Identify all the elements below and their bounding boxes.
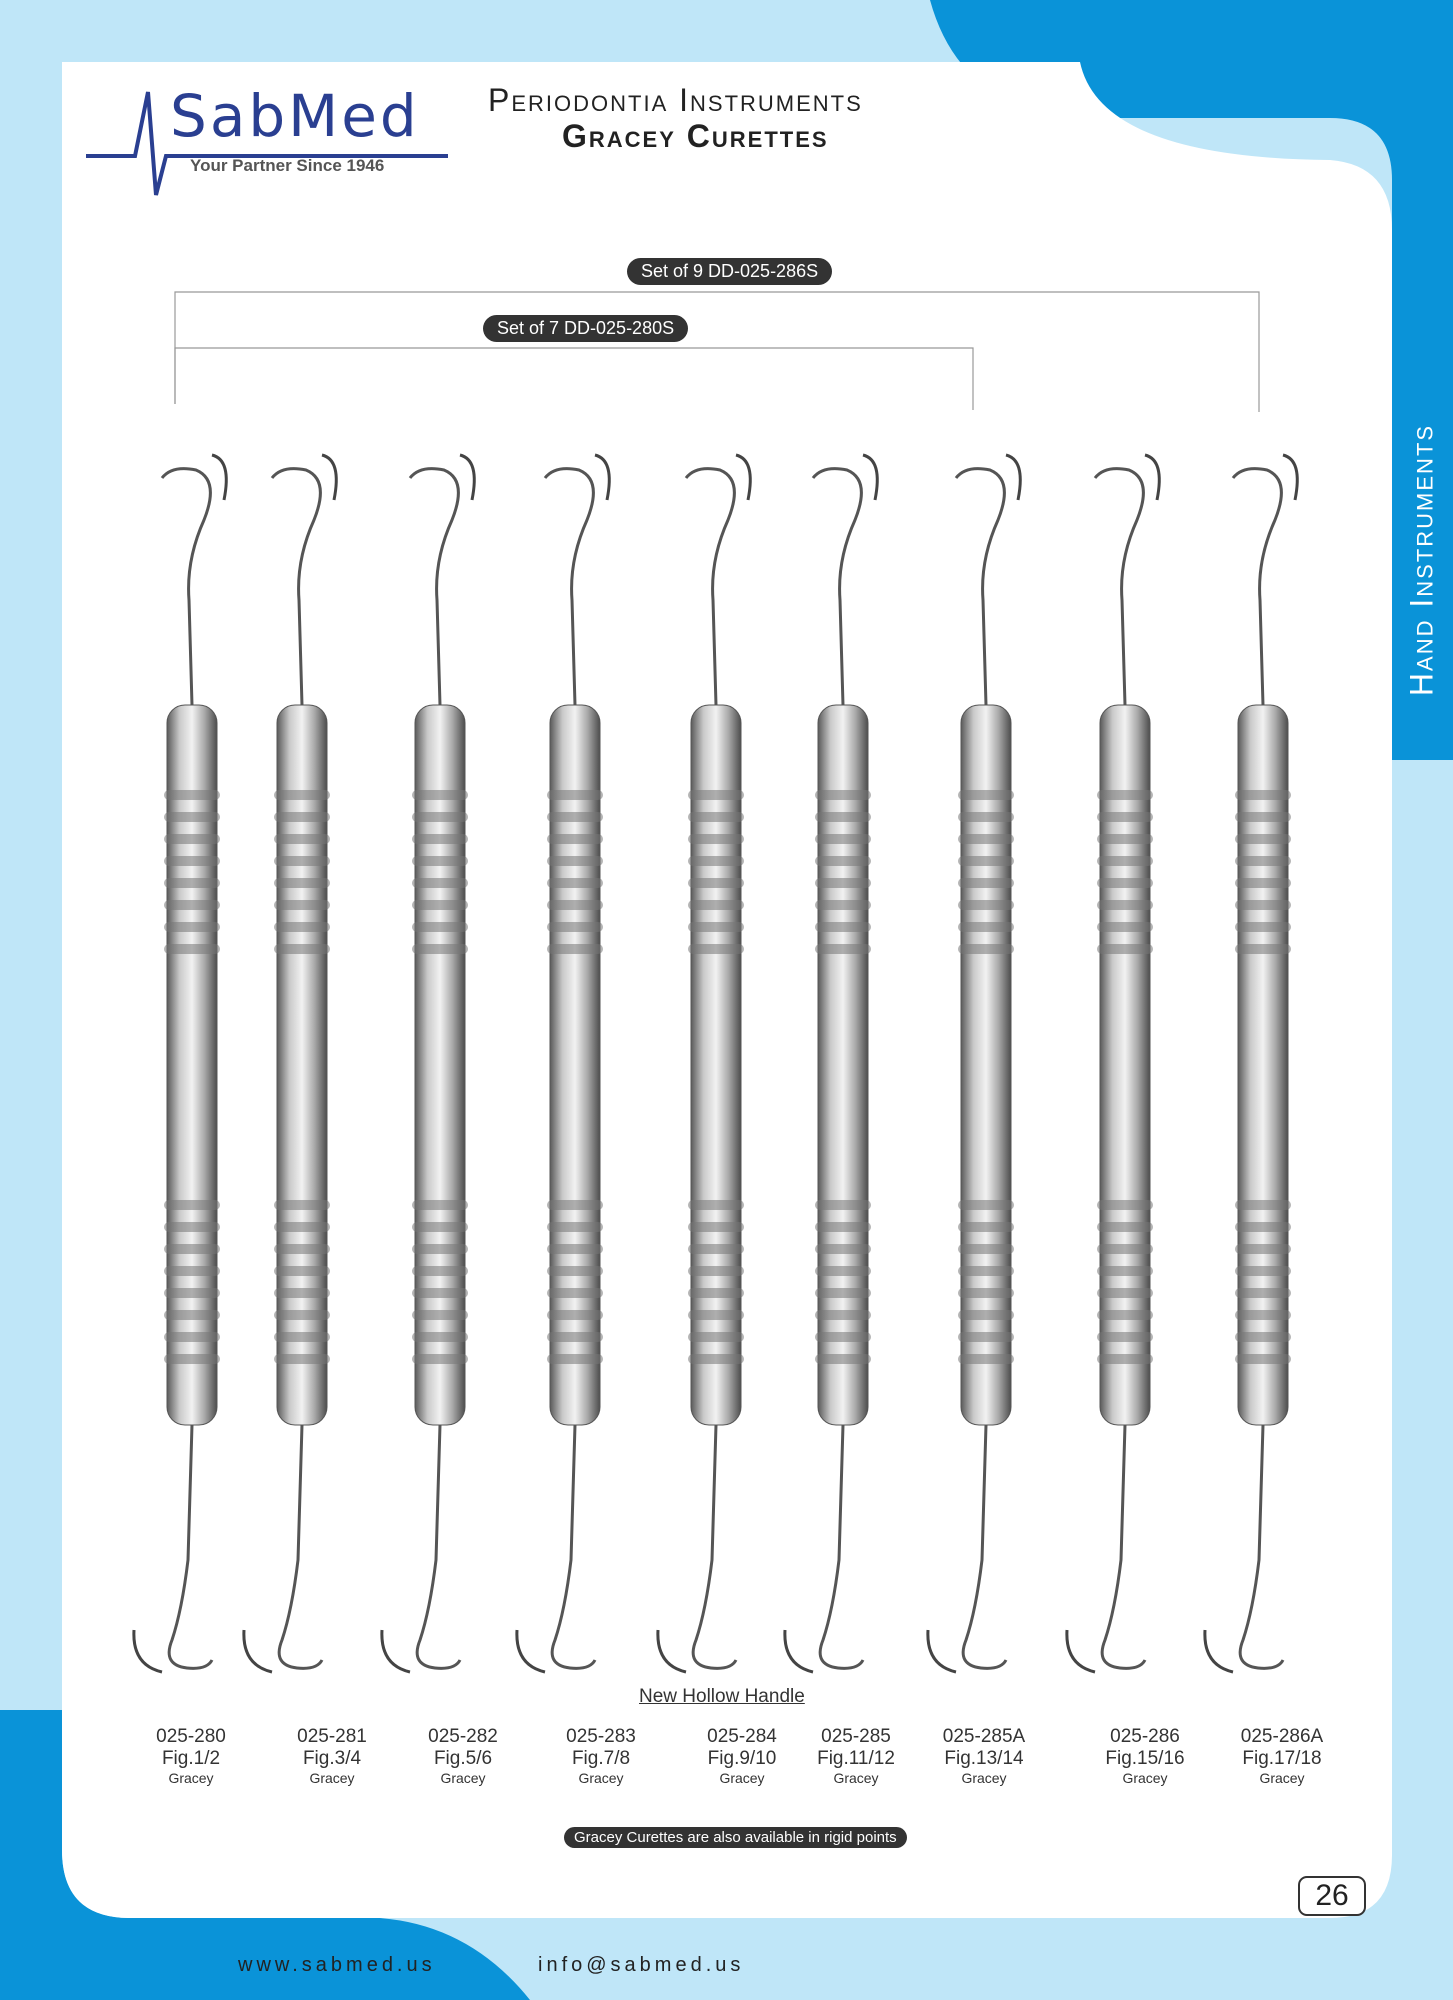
set-of-9-badge: Set of 9 DD-025-286S	[627, 258, 832, 285]
subheading: New Hollow Handle	[639, 1686, 805, 1707]
product-code: 025-283	[566, 1726, 636, 1747]
product-label	[1075, 1726, 1215, 1786]
product-fig: Fig.15/16	[1105, 1747, 1185, 1769]
product-type: Gracey	[440, 1769, 486, 1786]
product-label	[914, 1726, 1054, 1786]
side-tab	[1392, 360, 1453, 760]
page-number: 26	[1298, 1876, 1366, 1916]
product-label	[531, 1726, 671, 1786]
product-type: Gracey	[1122, 1769, 1168, 1786]
footer-email[interactable]: info@sabmed.us	[538, 1954, 745, 1976]
product-code: 025-285A	[942, 1726, 1026, 1747]
product-fig: Fig.9/10	[707, 1747, 777, 1769]
brand-logo: SabMed	[170, 82, 420, 150]
product-type: Gracey	[1259, 1769, 1305, 1786]
product-fig: Fig.11/12	[817, 1747, 895, 1769]
product-type: Gracey	[961, 1769, 1007, 1786]
product-fig: Fig.5/6	[433, 1747, 493, 1769]
rigid-points-note: Gracey Curettes are also available in rigid points	[564, 1827, 907, 1848]
product-label	[393, 1726, 533, 1786]
product-fig: Fig.7/8	[571, 1747, 631, 1769]
product-type: Gracey	[833, 1769, 879, 1786]
product-type: Gracey	[168, 1769, 214, 1786]
product-type: Gracey	[719, 1769, 765, 1786]
product-fig: Fig.13/14	[944, 1747, 1024, 1769]
product-code: 025-281	[297, 1726, 367, 1747]
product-code: 025-285	[821, 1726, 891, 1747]
footer-website[interactable]: www.sabmed.us	[238, 1954, 436, 1976]
side-tab-label: Hand Instruments	[1403, 423, 1440, 697]
product-fig: Fig.1/2	[161, 1747, 221, 1769]
product-fig: Fig.17/18	[1242, 1747, 1322, 1769]
product-label	[786, 1726, 926, 1786]
product-fig: Fig.3/4	[302, 1747, 362, 1769]
set-of-7-badge: Set of 7 DD-025-280S	[483, 315, 688, 342]
product-code: 025-284	[707, 1726, 777, 1747]
product-label	[121, 1726, 261, 1786]
page-title-category: Periodontia Instruments	[488, 82, 863, 118]
product-type: Gracey	[578, 1769, 624, 1786]
product-label	[262, 1726, 402, 1786]
page-title-product: Gracey Curettes	[562, 118, 829, 154]
brand-tagline: Your Partner Since 1946	[190, 156, 385, 175]
product-label	[1212, 1726, 1352, 1786]
product-type: Gracey	[309, 1769, 355, 1786]
product-code: 025-286A	[1240, 1726, 1324, 1747]
product-code: 025-282	[428, 1726, 498, 1747]
product-code: 025-280	[156, 1726, 226, 1747]
product-code: 025-286	[1110, 1726, 1180, 1747]
